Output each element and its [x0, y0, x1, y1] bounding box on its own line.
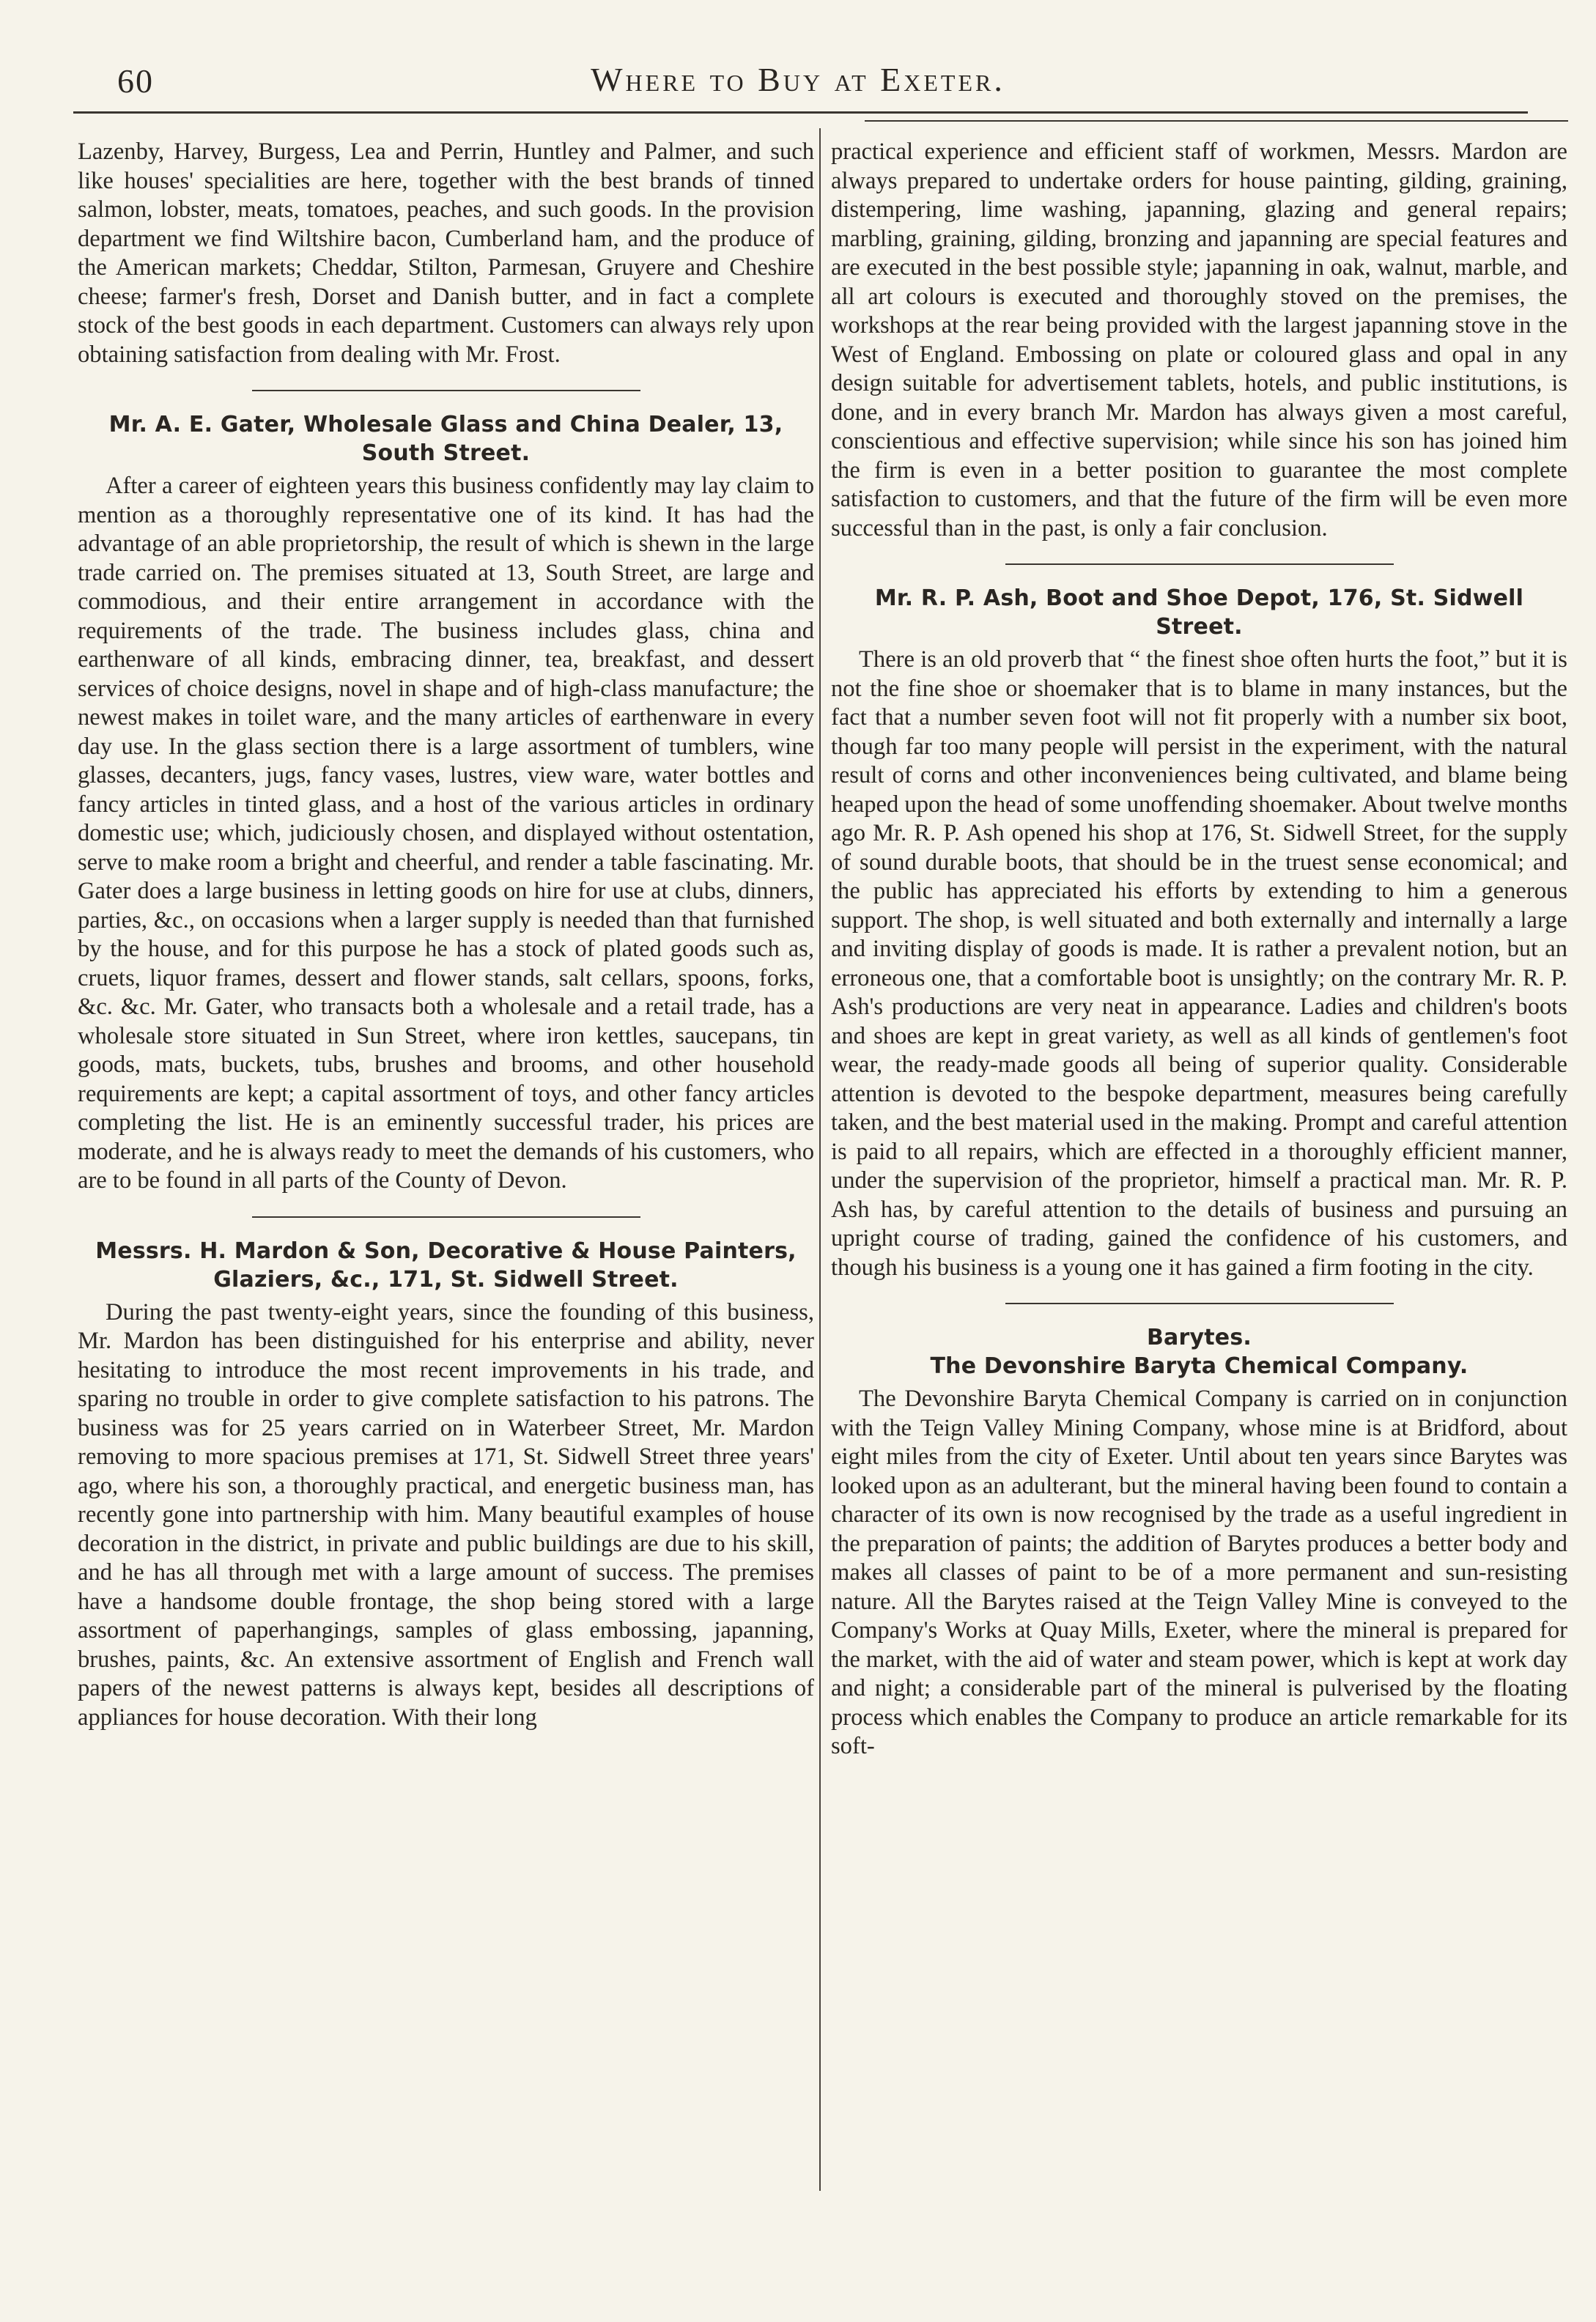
gater-heading: Mr. A. E. Gater, Wholesale Glass and China Dealer, 13, South Street.	[108, 412, 783, 466]
ash-heading: Mr. R. P. Ash, Boot and Shoe Depot, 176, St. Sidwell Street.	[874, 585, 1524, 640]
mardon-article-continuation: practical experience and efficient staff of workmen, Messrs. Mardon are always prepared to undertake orders for house painting, gilding, graining, distempering, lime washing, japanning, glazing and general repairs; marbling, graining, gilding, bronzing and japanning are special features and are executed in the best possible style; japanning in oak, walnut, marble, and all art colours is executed and thoroughly stoved on the premises, the workshops at the rear being provided with the largest japanning stove in the West of England. Embossing on plate or coloured glass and opal in any design suitable for advertisement tablets, hotels, and public institutions, is done, and in every branch Mr. Mardon has always given a most careful, conscientious and effective supervision; while since his son has joined him the firm is even in a better position to guarantee the most complete satisfaction to customers, and that the future of the firm will be even more successful than in the past, is only a fair conclusion.	[831, 138, 1567, 541]
right-column	[831, 138, 1567, 1761]
page-header	[0, 0, 1596, 147]
gater-body: After a career of eighteen years this business confidently may lay claim to mention as a thoroughly representative one of its kind. It has had the advantage of an able proprietorship, the result of which is shewn in the large trade carried on. The premises situated at 13, South Street, are large and commodious, and their entire arrangement in accordance with the requirements of the trade. The business includes glass, china and earthenware of all kinds, embracing dinner, tea, breakfast, and dessert services of choice designs, novel in shape and of high-class manufacture; the newest makes in toilet ware, and the many articles of earthenware in every day use. In the glass section there is a large assortment of tumblers, wine glasses, decanters, jugs, fancy vases, lustres, view ware, water bottles and fancy articles in tinted glass, and a host of the various articles in ordinary domestic use; which, judiciously chosen, and displayed without ostentation, serve to make room a bright and cheerful, and render a table fascinating. Mr. Gater does a large business in letting goods on hire for use at clubs, dinners, parties, &c., on occasions when a larger supply is needed than that furnished by the house, and for this purpose he has a stock of plated goods such as, cruets, liquor frames, dessert and flower stands, salt cellars, spoons, forks, &c. &c. Mr. Gater, who transacts both a wholesale and a retail trade, has a wholesale store situated in Sun Street, where iron kettles, saucepans, tin goods, mats, buckets, tubs, brushes and brooms, and other household requirements are kept; a capital assortment of toys, and other fancy articles completing the list. He is an eminently successful trader, his prices are moderate, and he is always ready to meet the demands of his customers, who are to be found in all parts of the County of Devon.	[78, 473, 814, 1194]
ash-body: There is an old proverb that “ the finest shoe often hurts the foot,” but it is not the fine shoe or shoemaker that is to blame in many instances, but the fact that a number seven foot will not fit properly with a number six boot, though far too many people will persist in the experiment, with the natural result of corns and other inconveniences being cultivated, and blame being heaped upon the head of some unoffending shoemaker. About twelve months ago Mr. R. P. Ash opened his shop at 176, St. Sidwell Street, for the supply of sound durable boots, that should be in the truest sense economical; and the public has appreciated his efforts by extending to him a generous support. The shop, is well situated and both externally and internally a large and inviting display of goods is made. It is rather a prevalent notion, but an erroneous one, that a comfortable boot is unsightly; on the contrary Mr. R. P. Ash's productions are very neat in appearance. Ladies and children's boots and shoes are kept in great variety, as well as all kinds of gentlemen's foot wear, the ready-made goods all being of superior quality. Considerable attention is devoted to the bespoke department, measures being carefully taken, and the best material used in the making. Prompt and careful attention is paid to all repairs, which are effected in a thoroughly efficient manner, under the supervision of the proprietor, himself a practical man. Mr. R. P. Ash has, by careful attention to the details of business and pursuing an upright course of trading, gained the confidence of his customers, and though his business is a young one it has gained a firm footing in the city.	[831, 646, 1567, 1281]
running-title: Where to Buy at Exeter.	[591, 61, 1005, 98]
page-number: 60	[117, 62, 154, 100]
barytes-body: The Devonshire Baryta Chemical Company is carried on in conjunction with the Teign Valley Mining Company, whose mine is at Bridford, about eight miles from the city of Exeter. Until about ten years since Barytes was looked upon as an adulterant, but the mineral having been found to contain a character of its own is now recognised by the trade as a useful ingredient in the preparation of paints; the addition of Barytes produces a better body and makes all classes of paint to be of a more permanent and sun-resisting nature. All the Barytes raised at the Teign Valley Mine is conveyed to the Company's Works at Quay Mills, Exeter, where the mineral is prepared for the market, with the aid of water and steam power, which is kept at work day and night; a considerable part of the mineral is pulverised by the floating process which enables the Company to produce an article remarkable for its soft-	[831, 1386, 1567, 1759]
header-rule	[73, 111, 1528, 114]
barytes-heading: Barytes.	[1146, 1325, 1252, 1350]
mardon-body: During the past twenty-eight years, since the founding of this business, Mr. Mardon has been distinguished for his enterprise and ability, never hesitating to introduce the most recent improvements in his trade, and sparing no trouble in order to give complete satisfaction to his patrons. The business was for 25 years carried on in Waterbeer Street, Mr. Mardon removing to more spacious premises at 171, St. Sidwell Street three years' ago, where his son, a thoroughly practical, and energetic business man, has recently gone into partnership with him. Many beautiful examples of house decoration in the district, in private and public buildings are due to his skill, and he has all through met with a large amount of success. The premises have a handsome double frontage, the shop being stored with a large assortment of paperhangings, samples of glass embossing, japanning, brushes, paints, &c. An extensive assortment of English and French wall papers of the newest patterns is always kept, besides all descriptions of appliances for house decoration. With their long	[78, 1298, 814, 1731]
frost-article-continuation: Lazenby, Harvey, Burgess, Lea and Perrin, Huntley and Palmer, and such like houses' specialities are here, together with the best brands of tinned salmon, lobster, meats, tomatoes, peaches, and such goods. In the provision department we find Wiltshire bacon, Cumberland ham, and the produce of the American markets; Cheddar, Stilton, Parmesan, Gruyere and Cheshire cheese; farmer's fresh, Dorset and Danish butter, and in fact a complete stock of the best goods in each department. Customers can always rely upon obtaining satisfaction from dealing with Mr. Frost.	[78, 138, 814, 368]
mardon-heading: Messrs. H. Mardon & Son, Decorative & House Painters, Glaziers, &c., 171, St. Sidwell Street.	[95, 1238, 797, 1293]
barytes-subheading: The Devonshire Baryta Chemical Company.	[930, 1353, 1468, 1379]
barytes-article	[831, 1323, 1567, 1761]
ash-article	[831, 584, 1567, 1282]
article-separator	[1005, 563, 1394, 565]
article-separator	[252, 390, 640, 391]
left-column	[78, 138, 814, 1732]
header-rule-right	[865, 120, 1568, 122]
article-separator	[1005, 1303, 1394, 1304]
article-separator	[252, 1216, 640, 1218]
mardon-article	[78, 1237, 814, 1733]
column-divider	[819, 128, 821, 2191]
gater-article	[78, 410, 814, 1196]
